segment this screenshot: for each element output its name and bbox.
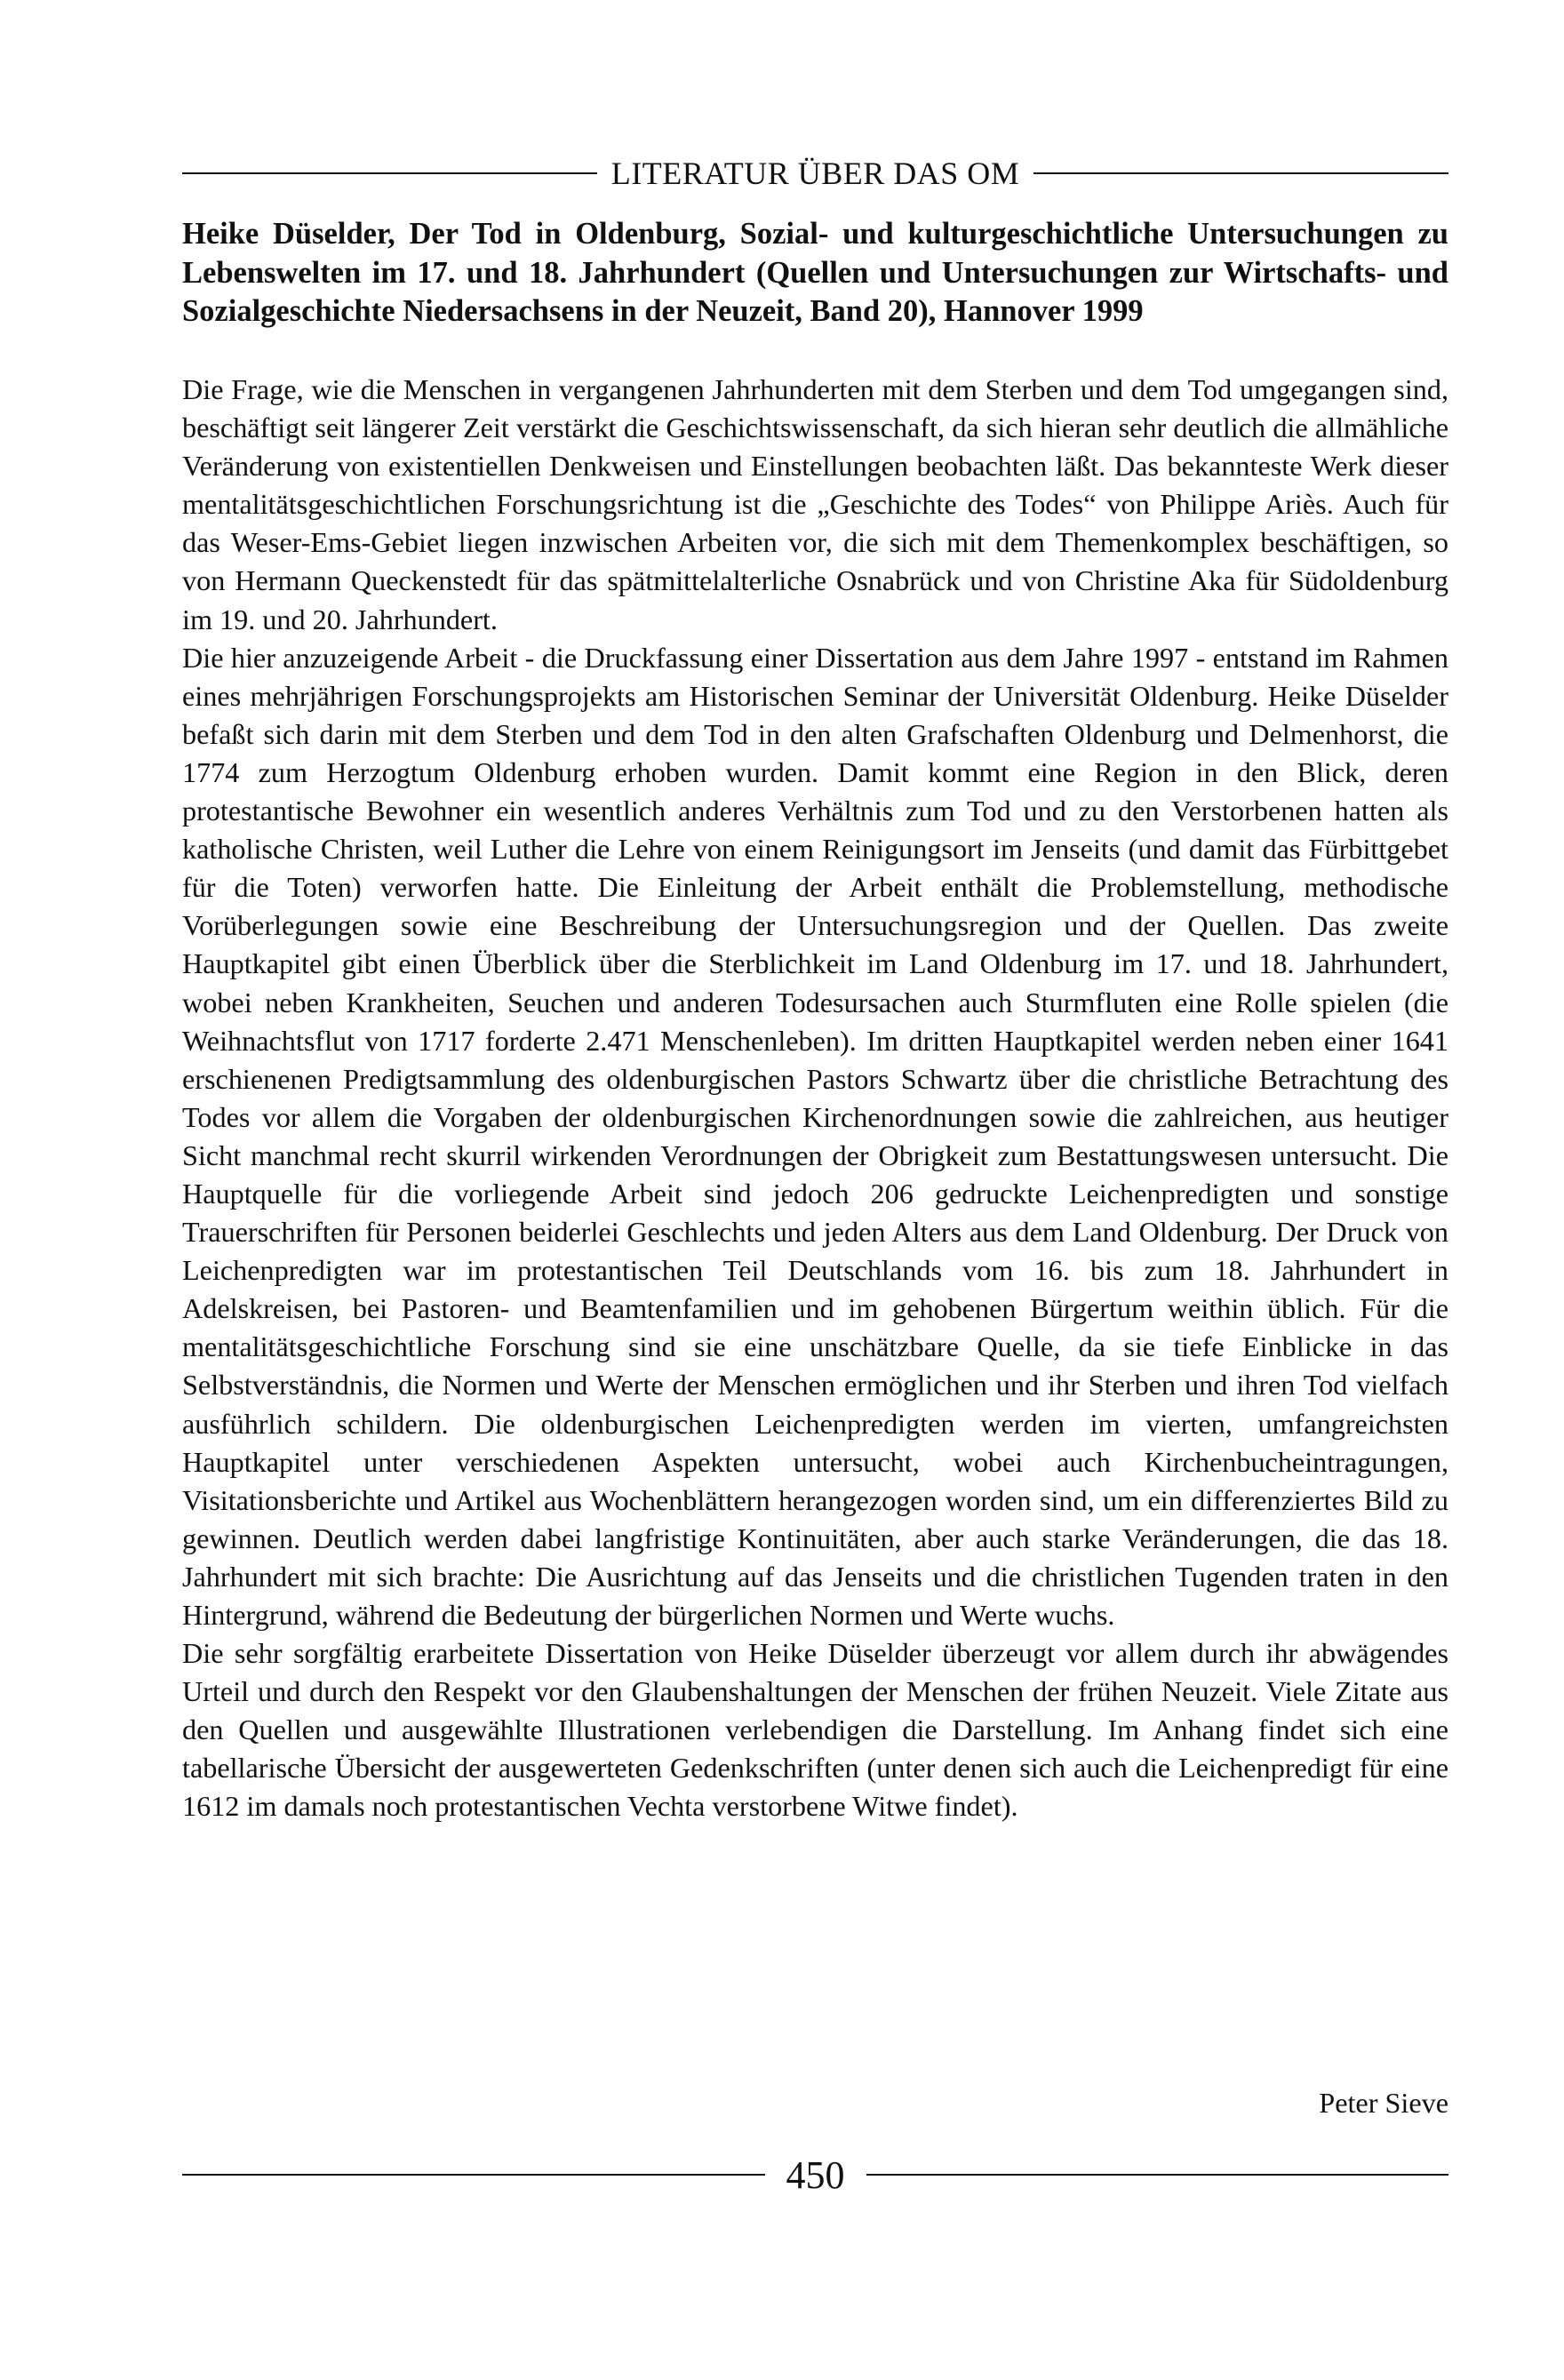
review-heading: Heike Düselder, Der Tod in Oldenburg, Sozial- und kulturgeschichtliche Untersuchungen zu Lebenswelten im 17. und 18. Jahrhundert (Quellen und Untersuchungen zur Wirtschafts- und Sozialgeschichte Niedersachsens in der Neuzeit, Band 20), Hannover 1999 xyxy=(182,217,1448,328)
review-paragraph: Die sehr sorgfältig erarbeitete Dissertation von Heike Düselder überzeugt vor allem durch ihr abwägendes Urteil und durch den Respekt vor den Glaubenshaltungen der Menschen der frühen Neuzeit. Viele Zitate aus den Quellen und ausgewählte Illustrationen verlebendigen die Darstellung. Im Anhang findet sich eine tabellarische Übersicht der ausgewerteten Gedenkschriften (unter denen sich auch die Leichenpredigt für eine 1612 im damals noch protestantischen Vechta verstorbene Witwe findet). xyxy=(182,1637,1448,1823)
review-paragraph: Die Frage, wie die Menschen in vergangenen Jahrhunderten mit dem Sterben und dem Tod umgegangen sind, beschäftigt seit längerer Zeit verstärkt die Geschichtswissenschaft, da sich hieran sehr deutlich die allmähliche Veränderung von existentiellen Denkweisen und Einstellungen beobachten läßt. Das bekannteste Werk dieser mentalitätsgeschichtlichen Forschungsrichtung ist die „Geschichte des Todes“ von Philippe Ariès. Auch für das Weser-Ems-Gebiet liegen inzwischen Arbeiten vor, die sich mit dem Themenkomplex beschäftigen, so von Hermann Queckenstedt für das spätmittelalterliche Osnabrück und von Christine Aka für Südoldenburg im 19. und 20. Jahrhundert. xyxy=(182,373,1448,635)
running-title: LITERATUR ÜBER DAS OM xyxy=(610,156,1020,191)
document-page xyxy=(182,0,1448,2380)
header-rule-right xyxy=(1033,172,1448,174)
footer-rule-left xyxy=(182,2174,765,2176)
running-header xyxy=(182,151,1448,196)
header-rule-left xyxy=(182,172,597,174)
footer-rule-right xyxy=(866,2174,1449,2176)
page-footer xyxy=(182,2148,1448,2201)
review-paragraph: Die hier anzuzeigende Arbeit - die Druckfassung einer Dissertation aus dem Jahre 1997 - entstand im Rahmen eines mehrjährigen Forschungsprojekts am Historischen Seminar der Universität Oldenburg. Heike Düselder befaßt sich darin mit dem Sterben und dem Tod in den alten Grafschaften Oldenburg und Delmenhorst, die 1774 zum Herzogtum Oldenburg erhoben wurden. Damit kommt eine Region in den Blick, deren protestantische Bewohner ein wesentlich anderes Verhältnis zum Tod und zu den Verstorbenen hatten als katholische Christen, weil Luther die Lehre von einem Reinigungsort im Jenseits (und damit das Fürbittgebet für die Toten) verworfen hatte. Die Einleitung der Arbeit enthält die Problemstellung, methodische Vorüberlegungen sowie eine Beschreibung der Untersuchungsregion und der Quellen. Das zweite Hauptkapitel gibt einen Überblick über die Sterblichkeit im Land Oldenburg im 17. und 18. Jahrhundert, wobei neben Krankheiten, Seuchen und anderen Todesursachen auch Sturmfluten eine Rolle spielen (die Weihnachtsflut von 1717 forderte 2.471 Menschenleben). Im dritten Hauptkapitel werden neben einer 1641 erschienenen Predigtsammlung des oldenburgischen Pastors Schwartz über die christliche Betrachtung des Todes vor allem die Vorgaben der oldenburgischen Kirchenordnungen sowie die zahlreichen, aus heutiger Sicht manchmal recht skurril wirkenden Verordnungen der Obrigkeit zum Bestattungswesen untersucht. Die Hauptquelle für die vorliegende Arbeit sind jedoch 206 gedruckte Leichenpredigten und sonstige Trauerschriften für Personen beiderlei Geschlechts und jeden Alters aus dem Land Oldenburg. Der Druck von Leichenpredigten war im protestantischen Teil Deutschlands vom 16. bis zum 18. Jahrhundert in Adelskreisen, bei Pastoren- und Beamtenfamilien und im gehobenen Bürgertum weithin üblich. Für die mentalitätsgeschichtliche Forschung sind sie eine unschätzbare Quelle, da sie tiefe Einblicke in das Selbstverständnis, die Normen und Werte der Menschen ermöglichen und ihr Sterben und ihren Tod vielfach ausführlich schildern. Die oldenburgischen Leichenpredigten werden im vierten, umfangreichsten Hauptkapitel unter verschiedenen Aspekten untersucht, wobei auch Kirchenbucheintragungen, Visitationsberichte und Artikel aus Wochenblättern herangezogen worden sind, um ein differenziertes Bild zu gewinnen. Deutlich werden dabei langfristige Kontinuitäten, aber auch starke Veränderungen, die das 18. Jahrhundert mit sich brachte: Die Ausrichtung auf das Jenseits und die christlichen Tugenden traten in den Hintergrund, während die Bedeutung der bürgerlichen Normen und Werte wuchs. xyxy=(182,641,1448,1631)
review-body xyxy=(182,371,1448,1826)
review-author: Peter Sieve xyxy=(1319,2087,1448,2119)
page-number: 450 xyxy=(786,2152,845,2197)
